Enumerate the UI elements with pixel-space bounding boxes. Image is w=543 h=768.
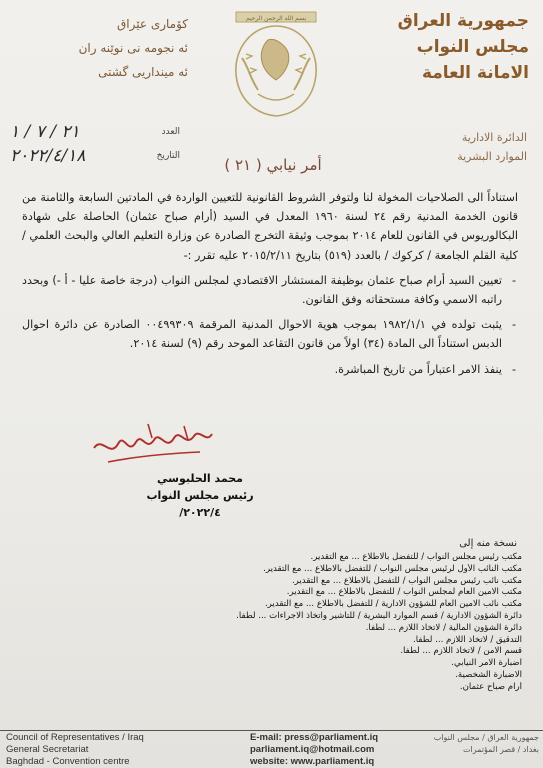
letterhead-line-1: جمهورية العراق xyxy=(397,11,529,31)
copies-item: دائرة الشؤون الادارية / قسم الموارد البشرية / للتأشير واتخاذ الاجراءات ... لطفاً. xyxy=(236,610,522,621)
copies-list xyxy=(160,552,522,694)
bullet-icon: - xyxy=(511,318,516,332)
copies-item: دائرة الشؤون المالية / لاتخاذ اللازم ... لطفاً. xyxy=(365,622,522,633)
letterhead-kurdish-line-1: کۆماری عێراق xyxy=(116,17,188,31)
footer-right-line-2: بغداد / قصر المؤتمرات xyxy=(462,745,539,754)
letterhead-kurdish xyxy=(18,12,188,84)
decree-title: أمر نيابي ( ٢١ ) xyxy=(224,156,322,174)
letterhead-kurdish-line-3: ئه مینداریی گشتی xyxy=(98,65,188,79)
emblem-icon xyxy=(228,10,324,120)
department-line-2: الموارد البشرية xyxy=(457,150,527,163)
letter-body xyxy=(22,188,518,379)
reference-block xyxy=(10,122,180,170)
copies-item: قسم الامن / لاتخاذ اللازم ... لطفاً. xyxy=(400,646,522,657)
footer-left-line-1: Council of Representatives / Iraq xyxy=(6,732,144,743)
signatory-block xyxy=(140,470,260,521)
handwritten-signature xyxy=(88,418,218,476)
signatory-title: رئيس مجلس النواب xyxy=(146,489,254,502)
footer-email-alt: parliament.iq@hotmail.com xyxy=(250,744,375,755)
footer-right-line-1: جمهورية العراق / مجلس النواب xyxy=(433,733,539,742)
footer-right xyxy=(419,732,539,756)
body-item xyxy=(22,360,518,379)
footer-left-line-2: General Secretariat xyxy=(6,744,89,755)
bullet-icon: - xyxy=(511,362,516,376)
body-item xyxy=(22,315,518,353)
letterhead-arabic xyxy=(379,8,529,86)
signatory-name: محمد الحلبوسي xyxy=(157,472,243,485)
reference-number-label: العدد xyxy=(161,127,180,137)
footer-left xyxy=(6,732,156,768)
footer-contact xyxy=(250,732,400,768)
copies-item: الاضبارة الشخصية. xyxy=(455,669,522,680)
parliament-emblem xyxy=(228,10,324,120)
letterhead-line-2: مجلس النواب xyxy=(416,37,529,57)
copies-item: اضبارة الامر النيابي. xyxy=(451,658,522,669)
copies-item: مكتب نائب رئيس مجلس النواب / للتفضل بالاطلاع ... مع التقدير. xyxy=(291,575,522,586)
emblem-bismillah: بسم الله الرحمن الرحيم xyxy=(245,15,307,22)
reference-date-label: التاريخ xyxy=(156,151,180,161)
letterhead-kurdish-line-2: ئه نجومه نی نوێنه ران xyxy=(78,41,188,55)
copies-item: التدقيق / لاتخاذ اللازم ... لطفاً. xyxy=(413,634,522,645)
copies-item: مكتب نائب الامين العام للشؤون الادارية / للتفضل بالاطلاع ... مع التقدير. xyxy=(264,599,522,610)
reference-date: ٢٠٢٢/٤/١٨ xyxy=(10,146,86,166)
copies-heading: نسخة منه إلى xyxy=(459,538,517,549)
department-line-1: الدائرة الادارية xyxy=(461,131,527,144)
copies-item: مكتب النائب الأول لرئيس مجلس النواب / للتفضل بالاطلاع ... مع التقدير. xyxy=(263,563,522,574)
body-item-text: ينفذ الامر اعتباراً من تاريخ المباشرة. xyxy=(334,362,502,376)
footer-divider xyxy=(0,730,543,731)
footer-email: E-mail: press@parliament.iq xyxy=(250,732,379,743)
letterhead-line-3: الامانة العامة xyxy=(421,63,529,83)
copies-item: مكتب الامين العام لمجلس النواب / للتفضل بالاطلاع ... مع التقدير. xyxy=(286,587,522,598)
bullet-icon: - xyxy=(511,273,516,287)
copies-item: مكتب رئيس مجلس النواب / للتفضل بالاطلاع ... مع التقدير. xyxy=(310,552,522,562)
signatory-date: ٢٠٢٢/٤/ xyxy=(179,506,221,519)
department-block xyxy=(397,128,527,166)
body-item-text: تعيين السيد أرام صباح عثمان بوظيفة المستشار الاقتصادي لمجلس النواب (درجة خاصة عليا - أ -) وبحدد راتبه الاسمي وكافة مستحقاته وفق القانون. xyxy=(22,273,502,307)
body-item xyxy=(22,271,518,309)
copies-item: أرام صباح عثمان. xyxy=(459,681,522,692)
footer-left-line-3: Baghdad - Convention centre xyxy=(6,756,130,767)
footer-website: website: www.parliament.iq xyxy=(250,756,375,767)
body-intro: استناداً الى الصلاحيات المخولة لنا ولتوفر الشروط القانونية للتعيين الواردة في المادتين السابعة والثامنة من قانون الخدمة المدنية رقم ٢٤ لسنة ١٩٦٠ المعدل في السيد (أرام صباح عثمان) الحاصلة على شهادة البكالوريوس في القانون للعام ٢٠١٤ بموجب وثيقة التخرج الصادرة عن وزارة التعليم العالي والبحث العلمي / كلية القلم الجامعة / كركوك / بالعدد (٥١٩) بتاريخ ٢٠١٥/٢/١١ عليه تقرر :- xyxy=(22,191,518,262)
body-item-text: يثبت تولده في ١٩٨٢/١/١ بموجب هوية الاحوال المدنية المرقمة ٠٠٤٩٩٣٠٩ الصادرة عن دائرة احوال الدبس استناداً الى المادة (٣٤) اولاً من قانون التقاعد الموحد رقم (٩) لسنة ٢٠١٤. xyxy=(22,318,502,351)
reference-number: ٢١ / ٧ / ١ xyxy=(10,122,80,142)
